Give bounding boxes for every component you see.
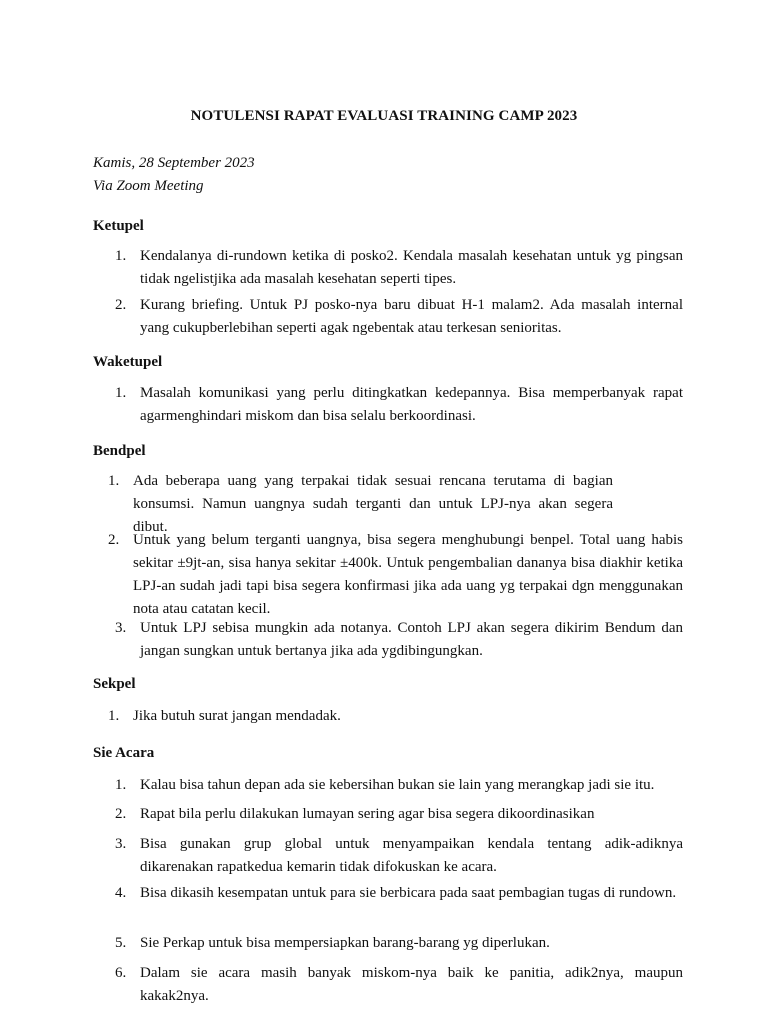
list-item (93, 705, 683, 728)
list-number: 4. (115, 885, 127, 901)
list-number: 1. (108, 708, 120, 724)
list-text: Masalah komunikasi yang perlu ditingkatkan kedepannya. Bisa memperbanyak rapat agarmenghindari miskom dan bisa selalu berkoordinasi. (140, 385, 683, 424)
list-number: 3. (115, 620, 127, 636)
section-heading-bendpel: Bendpel (93, 443, 146, 459)
section-heading-sekpel: Sekpel (93, 676, 136, 692)
list-text: Bisa gunakan grup global untuk menyampaikan kendala tentang adik-adiknya dikarenakan rapatkedua kemarin tidak difokuskan ke acara. (140, 836, 683, 875)
list-item (93, 882, 683, 905)
list-item (93, 833, 683, 879)
list-number: 1. (115, 248, 127, 264)
list-text: Bisa dikasih kesempatan untuk para sie berbicara pada saat pembagian tugas di rundown. (140, 885, 677, 901)
list-number: 5. (115, 935, 127, 951)
list-text: Rapat bila perlu dilakukan lumayan sering agar bisa segera dikoordinasikan (140, 806, 595, 822)
section-heading-ketupel: Ketupel (93, 218, 144, 234)
list-item (93, 245, 683, 291)
meeting-place: Via Zoom Meeting (93, 178, 204, 194)
list-number: 2. (115, 297, 127, 313)
section-heading-sie-acara: Sie Acara (93, 745, 155, 761)
list-text: Kurang briefing. Untuk PJ posko-nya baru dibuat H-1 malam2. Ada masalah internal yang cukupberlebihan seperti agak ngebentak atau terkesan senioritas. (140, 297, 683, 336)
list-number: 3. (115, 836, 127, 852)
list-text: Dalam sie acara masih banyak miskom-nya baik ke panitia, adik2nya, maupun kakak2nya. (140, 965, 683, 1004)
list-text: Ada beberapa uang yang terpakai tidak sesuai rencana terutama di bagian konsumsi. Namun uangnya sudah terganti dan untuk LPJ-nya akan segera dibut. (133, 473, 613, 535)
list-number: 2. (108, 532, 120, 548)
document-title: NOTULENSI RAPAT EVALUASI TRAINING CAMP 2023 (190, 108, 578, 124)
list-item (93, 529, 683, 621)
list-text: Kendalanya di-rundown ketika di posko2. Kendala masalah kesehatan untuk yg pingsan tidak ngelistjika ada masalah kesehatan seperti tipes. (140, 248, 683, 287)
list-text: Sie Perkap untuk bisa mempersiapkan barang-barang yg diperlukan. (140, 935, 550, 951)
meeting-date: Kamis, 28 September 2023 (93, 155, 255, 171)
list-text: Jika butuh surat jangan mendadak. (133, 708, 341, 724)
list-item (93, 932, 683, 955)
list-item (93, 962, 683, 1008)
list-text: Untuk yang belum terganti uangnya, bisa segera menghubungi benpel. Total uang habis sekitar ±9jt-an, sisa hanya sekitar ±400k. Untuk pengembalian dananya bisa diakhir ketika LPJ-an sudah jadi tapi bisa segera konfirmasi jika ada uang yg terpakai dgn menggunakan nota atau catatan kecil. (133, 532, 683, 617)
list-item (93, 294, 683, 340)
list-text: Kalau bisa tahun depan ada sie kebersihan bukan sie lain yang merangkap jadi sie itu. (140, 777, 655, 793)
list-number: 2. (115, 806, 127, 822)
section-heading-waketupel: Waketupel (93, 354, 163, 370)
list-item (93, 382, 683, 428)
list-number: 1. (108, 473, 120, 489)
list-number: 1. (115, 385, 127, 401)
list-number: 6. (115, 965, 127, 981)
list-item (93, 803, 683, 826)
list-item (93, 774, 683, 797)
list-text: Untuk LPJ sebisa mungkin ada notanya. Contoh LPJ akan segera dikirim Bendum dan jangan sungkan untuk bertanya jika ada ygdibingungkan. (140, 620, 683, 659)
list-number: 1. (115, 777, 127, 793)
list-item (93, 617, 683, 663)
